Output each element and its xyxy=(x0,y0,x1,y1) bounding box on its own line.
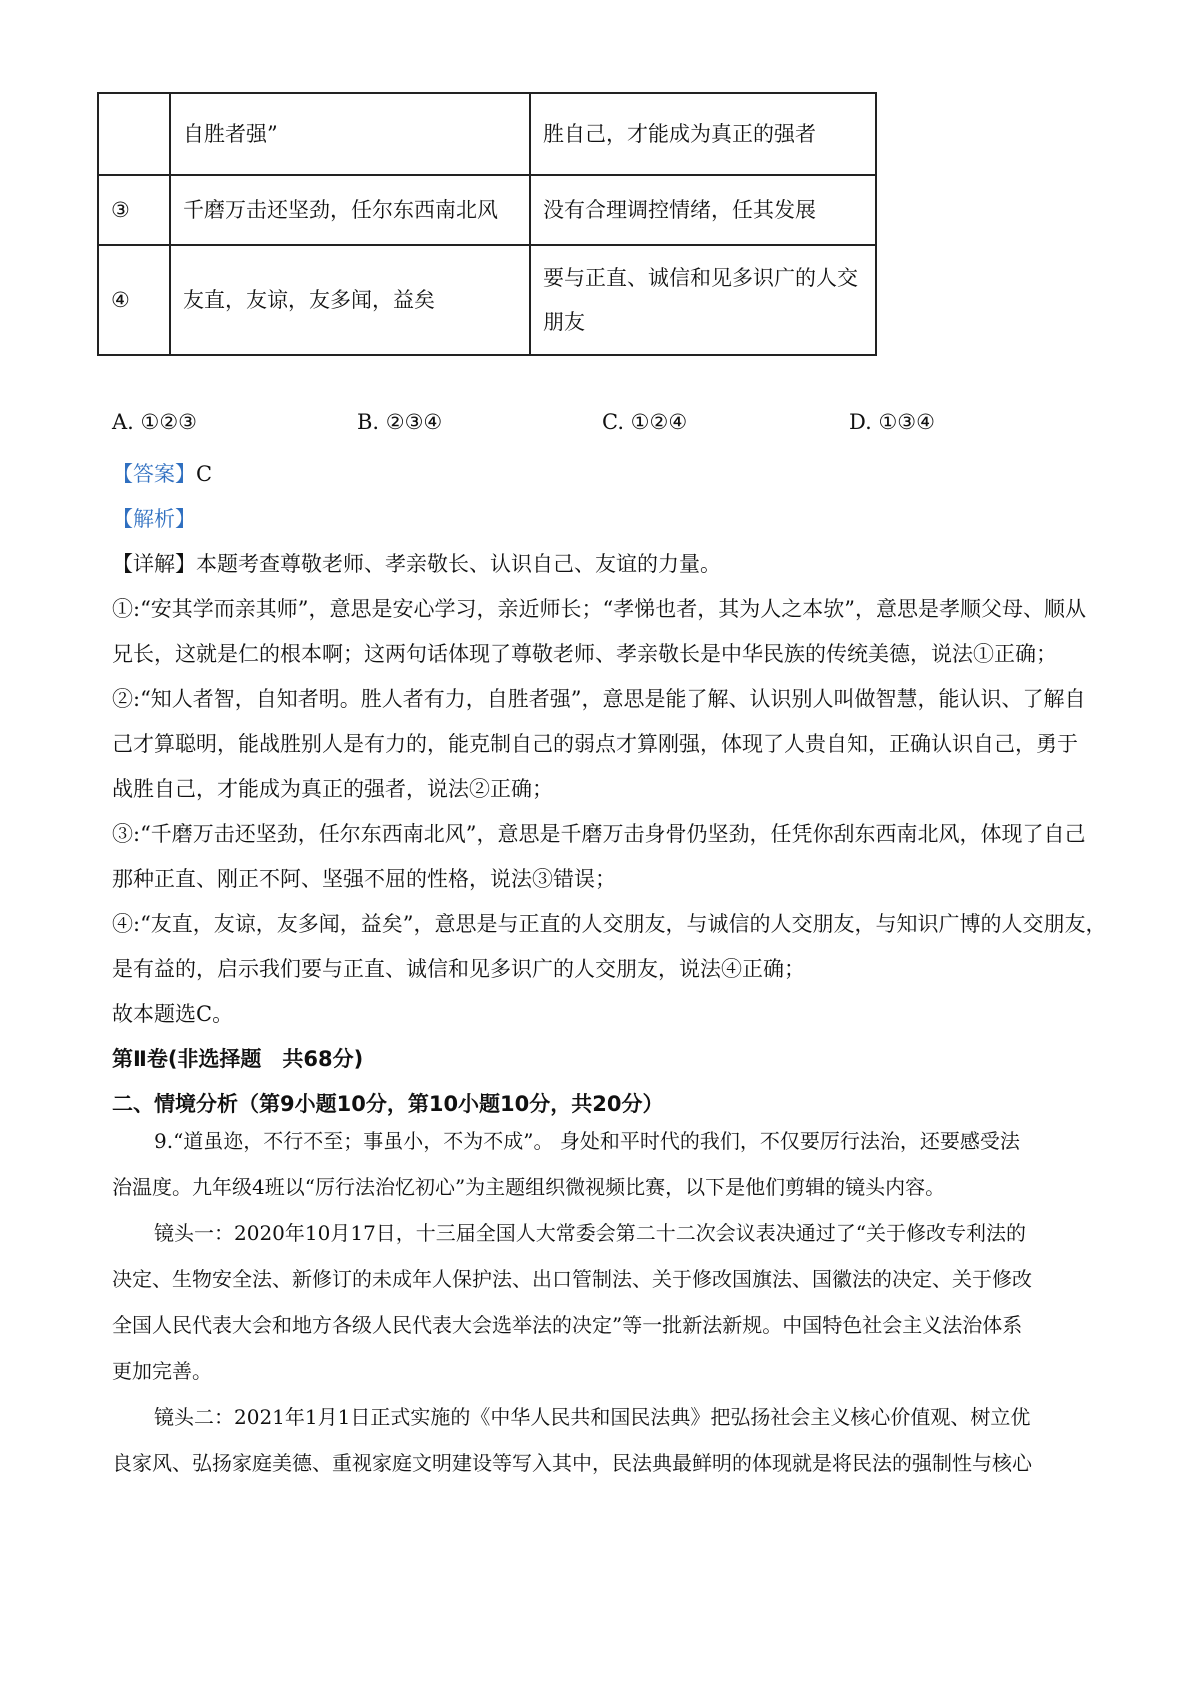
quote-table xyxy=(97,92,877,356)
question-line: 9.“道虽迩，不行不至；事虽小，不为不成”。 身处和平时代的我们，不仅要厉行法治，还要感受法 xyxy=(154,1129,1020,1153)
answer-tag: 【答案】 xyxy=(112,462,196,486)
quote-cell: 自胜者强” xyxy=(170,93,530,175)
option-d: D. ①③④ xyxy=(849,410,935,434)
row-number: ③ xyxy=(98,175,170,245)
option-c: C. ①②④ xyxy=(602,410,688,434)
question-line: 全国人民代表大会和地方各级人民代表大会选举法的决定”等一批新法新规。中国特色社会主义法治体系 xyxy=(112,1313,1023,1337)
meaning-cell xyxy=(530,245,876,355)
meaning-cell: 胜自己，才能成为真正的强者 xyxy=(530,93,876,175)
meaning-line: 朋友 xyxy=(543,310,585,334)
answer-line xyxy=(112,452,1102,497)
option-a: A. ①②③ xyxy=(112,410,197,434)
question-line: 决定、生物安全法、新修订的未成年人保护法、出口管制法、关于修改国旗法、国徽法的决定、关于修改 xyxy=(112,1267,1032,1291)
quote-cell: 千磨万击还坚劲，任尔东西南北风 xyxy=(170,175,530,245)
detail-line: ①:“安其学而亲其师”，意思是安心学习，亲近师长；“孝悌也者，其为人之本欤”，意思是孝顺父母、顺从 xyxy=(112,597,1087,621)
question-line: 良家风、弘扬家庭美德、重视家庭文明建设等写入其中，民法典最鲜明的体现就是将民法的强制性与核心 xyxy=(112,1451,1032,1475)
answer-block xyxy=(112,452,1107,1127)
table-row xyxy=(98,175,876,245)
detail-line: 战胜自己，才能成为真正的强者，说法②正确； xyxy=(112,777,553,801)
meaning-cell: 没有合理调控情绪，任其发展 xyxy=(530,175,876,245)
detail-line: 是有益的，启示我们要与正直、诚信和见多识广的人交朋友，说法④正确； xyxy=(112,957,805,981)
detail-line: ②:“知人者智，自知者明。胜人者有力，自胜者强”，意思是能了解、认识别人叫做智慧，能认识、了解自 xyxy=(112,687,1086,711)
question-line: 治温度。九年级4班以“厉行法治忆初心”为主题组织微视频比赛，以下是他们剪辑的镜头内容。 xyxy=(112,1175,946,1199)
row-number: ④ xyxy=(98,245,170,355)
answer-options xyxy=(112,410,1112,446)
detail-intro: 【详解】本题考查尊敬老师、孝亲敬长、认识自己、友谊的力量。 xyxy=(112,552,721,576)
detail-line: ③:“千磨万击还坚劲，任尔东西南北风”，意思是千磨万击身骨仍坚劲，任凭你刮东西南北风，体现了自己 xyxy=(112,822,1086,846)
detail-line: 故本题选C。 xyxy=(112,1002,234,1026)
question-line: 镜头二：2021年1月1日正式实施的《中华人民共和国民法典》把弘扬社会主义核心价值观、树立优 xyxy=(154,1405,1031,1429)
section-heading: 二、情境分析（第9小题10分，第10小题10分，共20分） xyxy=(112,1092,664,1116)
option-b: B. ②③④ xyxy=(357,410,443,434)
answer-value: C xyxy=(196,462,213,486)
table-row xyxy=(98,245,876,355)
question-9 xyxy=(112,1118,1102,1486)
detail-line: 兄长，这就是仁的根本啊；这两句话体现了尊敬老师、孝亲敬长是中华民族的传统美德，说法①正确； xyxy=(112,642,1057,666)
table-row xyxy=(98,93,876,175)
meaning-line: 要与正直、诚信和见多识广的人交 xyxy=(543,266,858,290)
question-line: 更加完善。 xyxy=(112,1359,212,1383)
part-heading: 第Ⅱ卷(非选择题 共68分) xyxy=(112,1047,364,1071)
row-number xyxy=(98,93,170,175)
detail-line: 那种正直、刚正不阿、坚强不屈的性格，说法③错误； xyxy=(112,867,616,891)
question-line: 镜头一：2020年10月17日，十三届全国人大常委会第二十二次会议表决通过了“关于修改专利法的 xyxy=(154,1221,1027,1245)
detail-line: ④:“友直，友谅，友多闻，益矣”，意思是与正直的人交朋友，与诚信的人交朋友，与知识广博的人交朋友， xyxy=(112,912,1107,936)
analysis-tag: 【解析】 xyxy=(112,507,196,531)
detail-line: 己才算聪明，能战胜别人是有力的，能克制自己的弱点才算刚强，体现了人贵自知，正确认识自己，勇于 xyxy=(112,732,1078,756)
analysis-line xyxy=(112,497,1102,542)
quote-cell: 友直，友谅，友多闻，益矣 xyxy=(170,245,530,355)
